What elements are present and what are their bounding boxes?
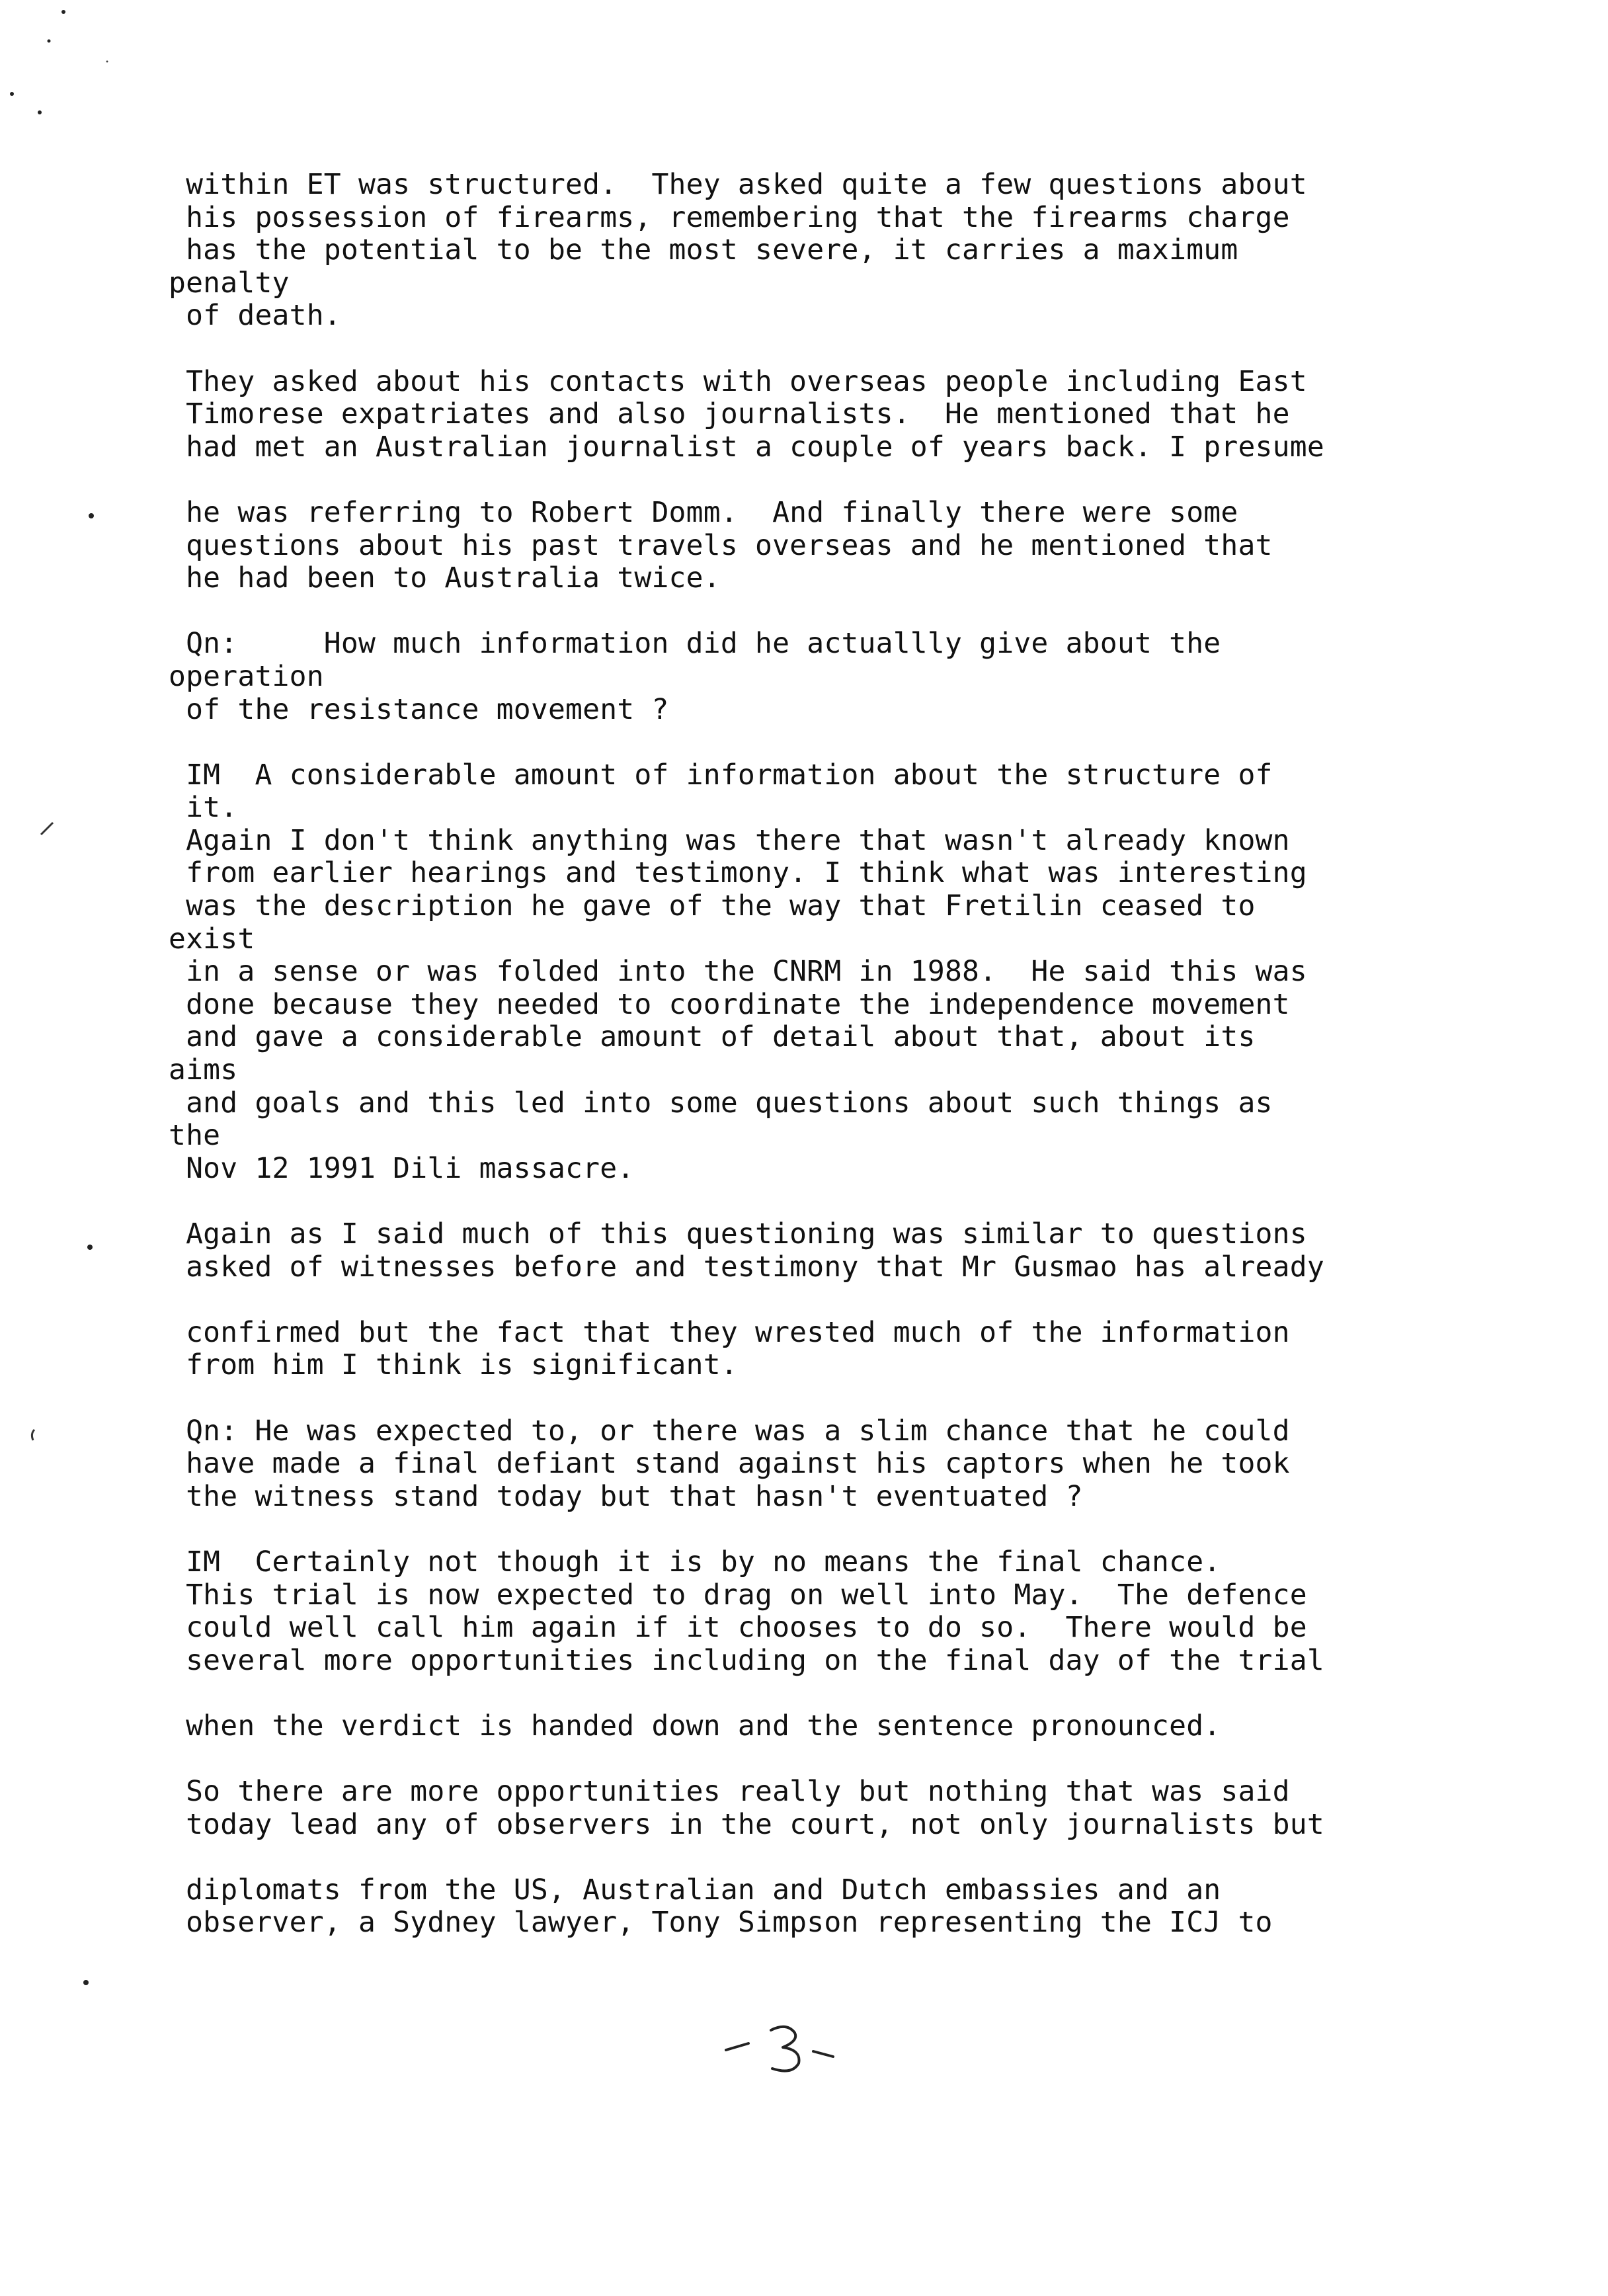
text-line: penalty xyxy=(169,266,290,300)
text-line: had met an Australian journalist a couple of years back. I presume xyxy=(169,430,1324,464)
text-line: This trial is now expected to drag on well into May. The defence xyxy=(169,1578,1307,1612)
scan-speck xyxy=(48,40,51,43)
scan-speck xyxy=(89,513,94,518)
blank-line xyxy=(169,1284,1544,1317)
scan-mark xyxy=(41,823,53,835)
scan-speck xyxy=(83,1980,89,1985)
text-line: They asked about his contacts with overseas people including East xyxy=(169,364,1307,398)
text-line: in a sense or was folded into the CNRM in 1988. He said this was xyxy=(169,955,1307,989)
scan-speck xyxy=(38,110,42,114)
text-line: Nov 12 1991 Dili massacre. xyxy=(169,1151,635,1185)
text-line: Timorese expatriates and also journalists. He mentioned that he xyxy=(169,397,1290,431)
text-line: could well call him again if it chooses to do so. There would be xyxy=(169,1611,1307,1645)
blank-line xyxy=(169,595,1544,628)
text-line: and gave a considerable amount of detail about that, about its xyxy=(169,1020,1256,1054)
text-line: he was referring to Robert Domm. And finally there were some xyxy=(169,495,1238,529)
scan-speck xyxy=(106,61,108,63)
text-line: So there are more opportunities really but nothing that was said xyxy=(169,1775,1290,1809)
text-line: the xyxy=(169,1119,221,1153)
blank-line xyxy=(169,1513,1544,1546)
text-line: of the resistance movement ? xyxy=(169,692,669,726)
text-line: operation xyxy=(169,659,324,693)
text-line: he had been to Australia twice. xyxy=(169,561,721,595)
text-line: done because they needed to coordinate the independence movement xyxy=(169,987,1290,1021)
text-line: diplomats from the US, Australian and Dutch embassies and an xyxy=(169,1873,1221,1906)
blank-line xyxy=(169,1677,1544,1710)
text-line: has the potential to be the most severe, it carries a maximum xyxy=(169,233,1238,267)
text-line: of death. xyxy=(169,299,341,333)
scan-speck xyxy=(61,10,65,14)
blank-line xyxy=(169,1382,1544,1415)
scan-speck xyxy=(10,92,14,96)
blank-line xyxy=(169,1743,1544,1776)
text-line: and goals and this led into some questions about such things as xyxy=(169,1086,1273,1120)
text-line: Qn: How much information did he actuallly give about the xyxy=(169,627,1221,661)
text-line: today lead any of observers in the court, not only journalists but xyxy=(169,1807,1324,1841)
text-line: the witness stand today but that hasn't eventuated ? xyxy=(169,1479,1083,1513)
blank-line xyxy=(169,464,1544,497)
text-line: aims xyxy=(169,1053,238,1087)
text-line: it. xyxy=(169,791,238,825)
text-line: from earlier hearings and testimony. I think what was interesting xyxy=(169,856,1307,890)
text-line: confirmed but the fact that they wrested much of the information xyxy=(169,1315,1290,1349)
text-line: Again I don't think anything was there that wasn't already known xyxy=(169,823,1290,857)
document-body xyxy=(169,169,1544,1940)
text-line: IM Certainly not though it is by no means the final chance. xyxy=(169,1545,1221,1578)
text-line: exist xyxy=(169,922,255,956)
blank-line xyxy=(169,1185,1544,1218)
text-line: asked of witnesses before and testimony that Mr Gusmao has already xyxy=(169,1250,1324,1284)
text-line: from him I think is significant. xyxy=(169,1348,738,1382)
text-line: questions about his past travels overseas and he mentioned that xyxy=(169,528,1273,562)
scan-speck xyxy=(87,1245,93,1250)
text-line: have made a final defiant stand against his captors when he took xyxy=(169,1447,1290,1481)
blank-line xyxy=(169,726,1544,759)
text-line: within ET was structured. They asked quite a few questions about xyxy=(169,168,1307,201)
text-line: several more opportunities including on the final day of the trial xyxy=(169,1643,1324,1677)
text-line: IM A considerable amount of information about the structure of xyxy=(169,758,1273,792)
text-line: observer, a Sydney lawyer, Tony Simpson representing the ICJ to xyxy=(169,1906,1273,1940)
text-line: his possession of firearms, remembering that the firearms charge xyxy=(169,200,1290,234)
blank-line xyxy=(169,333,1544,366)
text-line: Qn: He was expected to, or there was a slim chance that he could xyxy=(169,1414,1290,1448)
handwritten-page-number xyxy=(714,2010,860,2076)
text-line: was the description he gave of the way that Fretilin ceased to xyxy=(169,889,1256,923)
blank-line xyxy=(169,1841,1544,1874)
scan-mark xyxy=(32,1430,34,1440)
text-line: when the verdict is handed down and the sentence pronounced. xyxy=(169,1709,1221,1742)
text-line: Again as I said much of this questioning was similar to questions xyxy=(169,1217,1307,1250)
